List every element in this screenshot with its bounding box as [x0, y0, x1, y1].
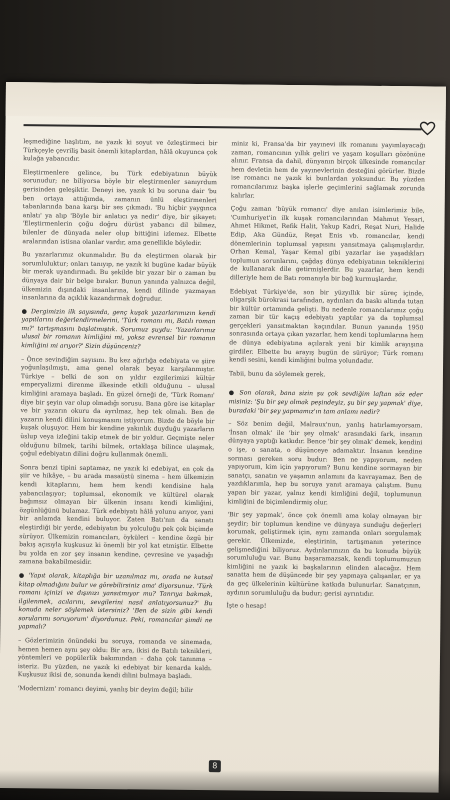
interview-answer: – Gözlerimizin önündeki bu soruya, romanda ve sinemada, hemen hemen aynı şey oldu: Bir ara, ikisi de Batılı teknikleri, yöntemleri ve popülerlik bakımından – daha çok tanınma – isteriz. Bu yüzden, ne yazık ki edebiyat bir kenarda kaldı. Kuşkusuz ikisi de, sonunda kendi dilini bulmaya başladı. — [17, 637, 213, 681]
article-paragraph: Bu yazarlarımız okunmalıdır. Bu da eleştirmen olarak bir sorumluluktur; onları tanıyıp, ne yazık ki bugüne kadar büyük bir merak uyandırmadı. Bu şekilde bir yazar bir o zaman bu dünyaya dair bir belge bırakır. Bunun yanında yalnızca değil, ülkemizin dışındaki insanlarına, kendi dilinde yazmayan insanlarına da açıklık kazandırmak doğrudur. — [21, 251, 217, 303]
article-paragraph: Edebiyat Türkiye'de, son bir yüzyıllık bir süreç içinde, oligarşik bürokrasi tarafından, aydınları da baskı altında tutan bir kültür ortamında gelişti. Bu nedenle romancılarımız çoğu zaman bir tür kaçış edebiyatı yaptılar ya da toplumsal gerçekleri yansıtmaktan kaçındılar. Bunun yanında 1950 sonrasında ortaya çıkan yazarlar, hem kendi toplumlarına hem de dünya edebiyatına açılarak yeni bir kimlik arayışına girdiler. Elbette bu arayış bugün de sürüyor; Türk romanı kendi sesini, kendi kimliğini bulma yolundadır. — [229, 287, 424, 366]
article-paragraph: miniz ki, Fransa'da bir yayınevi ilk romanını yayımlayacağı zaman, romancının yıllık geliri ve yaşam koşulları gözönüne alınır. Fransa da dahil, dünyanın birçok ülkesinde romancılar hem devletin hem de yayınevlerinin desteğini görürler. Bizde ise romancı ne yazık ki bunlardan yoksundur. Bu yüzden romancılarımız başka işlerle geçimlerini sağlamak zorunda kalırlar. — [230, 140, 426, 200]
page-number: 8 — [209, 760, 221, 772]
heart-icon — [419, 120, 435, 136]
article-paragraph: 'Modernizm' romancı deyimi, yanlış bir deyim değil; bilir — [17, 685, 194, 695]
closing-line: İşte o hesap! — [226, 602, 267, 610]
interview-answer: – Önce sevindiğim sayısını. Bu kez ağırlığa edebiyata ve şiire yoğunlaşılmıştı, ama genel olarak beyaz karşılanmıştır. Türkiye – belki de son on yıldır ezgilerimizi kültür emperyalizmi direnme ilkesinde etkili olduğunu – ulusal kimliğini aramaya başladı. En güzel örneği de, 'Türk Romanı' diye bir şeyin var olup olmadığı sorusu. Bana göre ise kitaplar ve bir yazarın okuru da ayrılmaz, hep tek olmalı. Ben de yazarın kendi dilini konuşmasını istiyorum. Bizde de böyle bir kuşak oluşuyor. Hem bir kendine yakınlık duyduğu yazarların üslup veya izleğini takip etmek de bir yoldur. Geçmişte neler olduğunu bilmek, tarihi bilmek, ortaklaşa bilince ulaşmak, çoğul edebiyatın dilini doğru kullanmak önemli. — [20, 355, 216, 459]
article-paragraph: Çoğu zaman 'büyük romancı' diye anılan isimlerimiz bile, 'Cumhuriyet'in ilk kuşak romancılarından Mahmut Yesari, Ahmet Hikmet, Refik Halit, Yakup Kadri, Reşat Nuri, Halide Edip, Aka Gündüz, Reşat Enis vb. romancılar, kendi dönemlerinin toplumsal yapısını yansıtmaya çalışmışlardır. Orhan Kemal, Yaşar Kemal gibi yazarlar ise yaşadıkları toplumun sorunlarını, çağdaş dünya edebiyatının tekniklerini de kullanarak dile getirmişlerdir. Bu yazarlar, hem kendi dilleriyle hem de Batı romanıyla bir bağ kurmuşlardır. — [229, 205, 425, 284]
interview-answer: – Söz benim değil, Malraux'nun, yanlış hatırlamıyorsam. 'İnsan olmak' ile 'bir şey olmak' arasındaki fark, insanın dünyaya yaptığı katkıdır. Bence 'bir şey olmak' demek, kendini o işe, o sanata, o düşünceye adamaktır. İnsanın kendine sorması gereken soru budur: Ben ne yapıyorum, neden yapıyorum, kim için yapıyorum? Bunu kendine sormayan bir sanatçı, sanatın ve yaşamın anlamını da kavrayamaz. Ben de yazdıklarımla, hep bu soruya yanıt aramaya çalıştım. Bunu yapan bir yazar, yalnız kendi kimliğini değil, toplumunun kimliğini de biçimlendirmiş olur. — [227, 420, 423, 506]
article-paragraph: Sonra benzi tipini saptamaz, ne yazık ki edebiyat, en çok da şiir ve hikâye, – bu arada masaüstü sinema – hem ülkemizin kendi kitaplarını, hem hem kendi kendisine hala yabancılaşıyor; toplumsal, ekonomik ve kültürel olarak bağımsız olmayan bir ülkenin insanı kendi kimliğini, özgünlüğünü bulamaz. Türk edebiyatı hâlâ yolunu arıyor, yani bir anlamda kendini buluyor. Zaten Batı'nın da sanatı eleştirdiği bir yerde, edebiyatın bu yolculuğu pek çok biçimde sürüyor. Ülkemizin romancıları, öyküleri – kendine özgü bir bakış açısıyla kuşkusuz ki önemli bir yol kat etmiştir. Elbette bu yolda en zor şey insanın kendine, çevresine ve yaşadığı zamana bakabilmesidir. — [18, 463, 214, 567]
article-paragraph: 'Bir şey yapmak', önce çok önemli ama kolay olmayan bir şeydir; bir toplumun kendine ve dünyaya sunduğu değerleri korumak, geliştirmek için, aynı zamanda onları sorgulamak gerekir. Ülkemizde, eleştirinin, tartışmanın yeterince gelişmediğini biliyoruz. Aydınlarımızın da bu konuda büyük sorumluluğu var. Bunu başaramazsak, kendi toplumumuzun kimliğini ne yazık ki başkalarının elinden alacağız. Hem sanatta hem de düşüncede bir şey yapmaya çalışanlar, er ya da geç ülkelerinin kültürüne katkıda bulunurlar. Sanatçının, aydının sorumluluğu da budur; gerisi ayrıntıdır. — [226, 511, 422, 598]
page-top-band — [6, 82, 446, 121]
article-paragraph: Eleştirmenlere gelince, bu Türk edebiyatının büyük sorunudur; ne biliyorsa böyle bir eleştirmenler sanıyrdum gerisinden geleşiktir. Deneyi ise, yazık ki bu soruna dair 'bu ben ortaya attığımda, zamanın ünlü eleştirmenleri tabanlarında bana karşı bir ses çıkmadı. 'Bu hiçbir yaygınca anlatı' ya alıp 'Böyle bir anlatıcı ya nedir' diye, bir şikayet: 'Eleştirmenlerin çoğu doğru dürüst yabancı dil bilmez, bilenler de dünyada neler olup bittiğini izlemez. Elbette aralarından istisna olanlar vardır, ama genellikle böyledir. — [22, 168, 218, 247]
article-paragraph: Tabii, bunu da söylemek gerek. — [228, 370, 326, 379]
bottom-shadow — [0, 770, 450, 800]
interview-question: ● Dergimizin ilk sayısında, genç kuşak yazarlarımızın kendi yapıtlarını değerlendirmelerini, 'Türk romanı mı, Batılı roman mı?' tartışmasını başlatmıştık. Sorumuz şuydu: 'Yazarlarımız ulusal bir romanın kimliğini mi, yoksa evrensel bir romanın kimliğini mi arıyor?' Sizin düşünceniz? — [21, 307, 216, 351]
magazine-page — [0, 82, 446, 793]
article-paragraph: leşmediğine lıaşlıtım, ne yazık ki soyut ve özleştirmeci bir Türkçeyle çevriliş basit önemli kitaplardan, hâlâ okuyunca çok kulağa yabancıdır. — [23, 138, 218, 163]
interview-question: ● 'Yapıt olarak, kitaplığa bir uzanılmaz mı, orada ne kutsal kitap olmadığını bulur ve görebilirsiniz ama' diyorsunuz. 'Türk romanı içinizi ve dışınızı yansıtmıyor mu? Tanrıya bakmak, ilgilenmek, acılarını, sevgilerini nasıl anlatıyorsunuz?' Bu konuda neler söylemek istersiniz? 'Ben de sizin gibi kendi sorularımı soruyorum' diyordunuz. Peki, romancılar şimdi ne yapmalı? — [18, 572, 213, 631]
interview-question: ● Son olarak, bana sizin şu çok sevdiğim laftan söz eder misiniz: 'Şu bir şey olmak peşindeyiz, şu bir şey yapmak' diye, buradaki 'bir şey yapmamız'ın tam anlamı nedir? — [228, 389, 423, 416]
right-column — [226, 140, 425, 618]
header-rule — [24, 124, 422, 130]
left-column — [18, 138, 218, 701]
